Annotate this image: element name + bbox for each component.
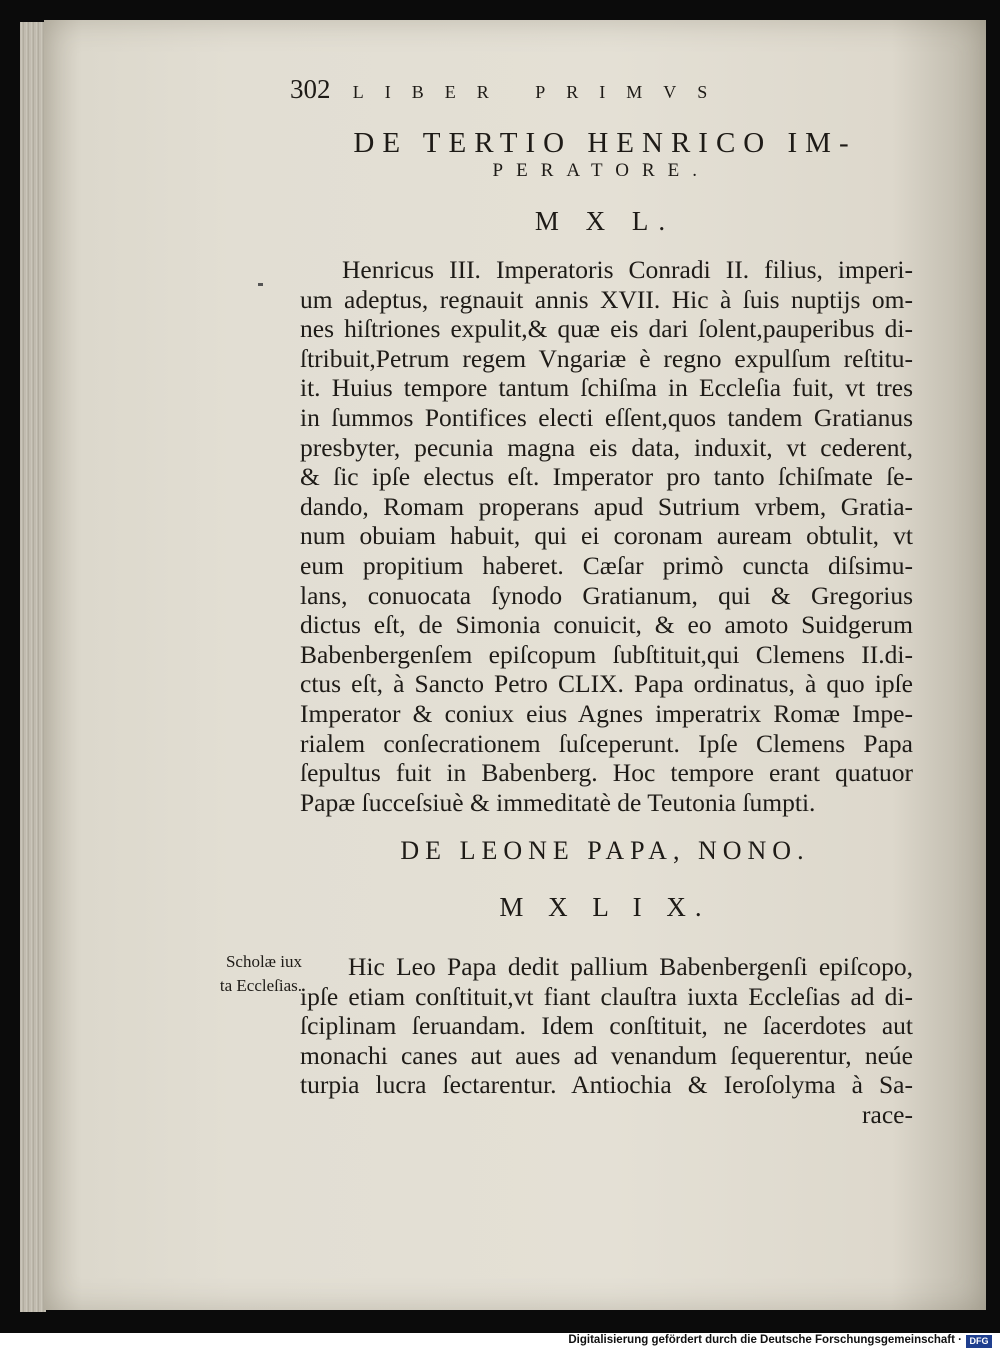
text-line: ſtribuit,Petrum regem Vngariæ è regno expulſum reſtitu- xyxy=(300,343,913,373)
margin-note xyxy=(192,950,302,998)
text-line: turpia lucra ſectarentur. Antiochia & Ieroſolyma à Sa- xyxy=(300,1070,913,1100)
text-line: eum propitium haberet. Cæſar primò cuncta diſsimu- xyxy=(300,550,913,580)
section-heading-2: DE LEONE PAPA, NONO. xyxy=(400,836,810,865)
text-line: ipſe etiam conſtituit,vt fiant clauſtra iuxta Eccleſias ad di- xyxy=(300,981,913,1011)
running-head-title: LIBER PRIMVS xyxy=(352,82,729,102)
year-heading: M X L. xyxy=(534,206,676,236)
text-line: um adeptus, regnauit annis XVII. Hic à ſuis nuptijs om- xyxy=(300,284,913,314)
body-paragraph xyxy=(300,255,913,817)
text-line: it. Huius tempore tantum ſchiſma in Eccleſia fuit, vt tres xyxy=(300,373,913,403)
text-line: rialem conſecrationem ſuſceperunt. Ipſe Clemens Papa xyxy=(300,728,913,758)
text-line: ſciplinam ſeruandam. Idem conſtituit, ne ſacerdotes aut xyxy=(300,1011,913,1041)
text-line: nes hiſtriones expulit,& quæ eis dari ſolent,pauperibus di- xyxy=(300,314,913,344)
catchword: race- xyxy=(862,1099,913,1129)
text-line: Imperator & coniux eius Agnes imperatrix Romæ Impe- xyxy=(300,698,913,728)
text-line: dando, Romam properans apud Sutrium vrbem, Gratia- xyxy=(300,491,913,521)
body-paragraph-2 xyxy=(300,952,913,1130)
text-line: dictus eſt, de Simonia conuicit, & eo amoto Suidgerum xyxy=(300,610,913,640)
text-line: lans, conuocata ſynodo Gratianum, qui & Gregorius xyxy=(300,580,913,610)
text-line: Babenbergenſem epiſcopum ſubſtituit,qui Clemens II.di- xyxy=(300,639,913,669)
text-line: in ſummos Pontifices electi eſſent,quos tandem Gratianus xyxy=(300,402,913,432)
text-line: ctus eſt, à Sancto Petro CLIX. Papa ordinatus, à quo ipſe xyxy=(300,669,913,699)
text-line: Henricus III. Imperatoris Conradi II. filius, imperi- xyxy=(342,255,913,284)
page-number: 302 xyxy=(290,74,331,104)
section-heading-continued: PERATORE. xyxy=(492,160,710,181)
year-heading-2: M X L I X. xyxy=(499,892,711,922)
text-line: & ſic ipſe electus eſt. Imperator pro tanto ſchiſmate ſe- xyxy=(300,462,913,492)
page-edges xyxy=(20,22,46,1312)
text-line: ſepultus fuit in Babenberg. Hoc tempore erant quatuor xyxy=(300,758,913,788)
dfg-logo-icon: DFG xyxy=(966,1335,992,1348)
running-head xyxy=(290,74,810,105)
text-line: Papæ ſucceſsiuè & immeditatè de Teutonia ſumpti. xyxy=(300,787,816,817)
margin-note-line: ta Eccleſias. xyxy=(219,976,302,995)
funding-credit: Digitalisierung gefördert durch die Deutsche Forschungsgemeinschaft · xyxy=(568,1334,962,1346)
ink-speck xyxy=(258,283,263,286)
text-line: presbyter, pecunia magna eis data, induxit, vt cederent, xyxy=(300,432,913,462)
text-line: Hic Leo Papa dedit pallium Babenbergenſi epiſcopo, xyxy=(348,952,913,981)
text-line: num obuiam habuit, qui ei coronam auream obtulit, vt xyxy=(300,521,913,551)
margin-note-line: Scholæ iux xyxy=(225,952,302,971)
section-heading: DE TERTIO HENRICO IM- xyxy=(353,127,857,159)
text-line: monachi canes aut aues ad venandum ſequerentur, neúe xyxy=(300,1040,913,1070)
footer-bar xyxy=(0,1333,1000,1351)
